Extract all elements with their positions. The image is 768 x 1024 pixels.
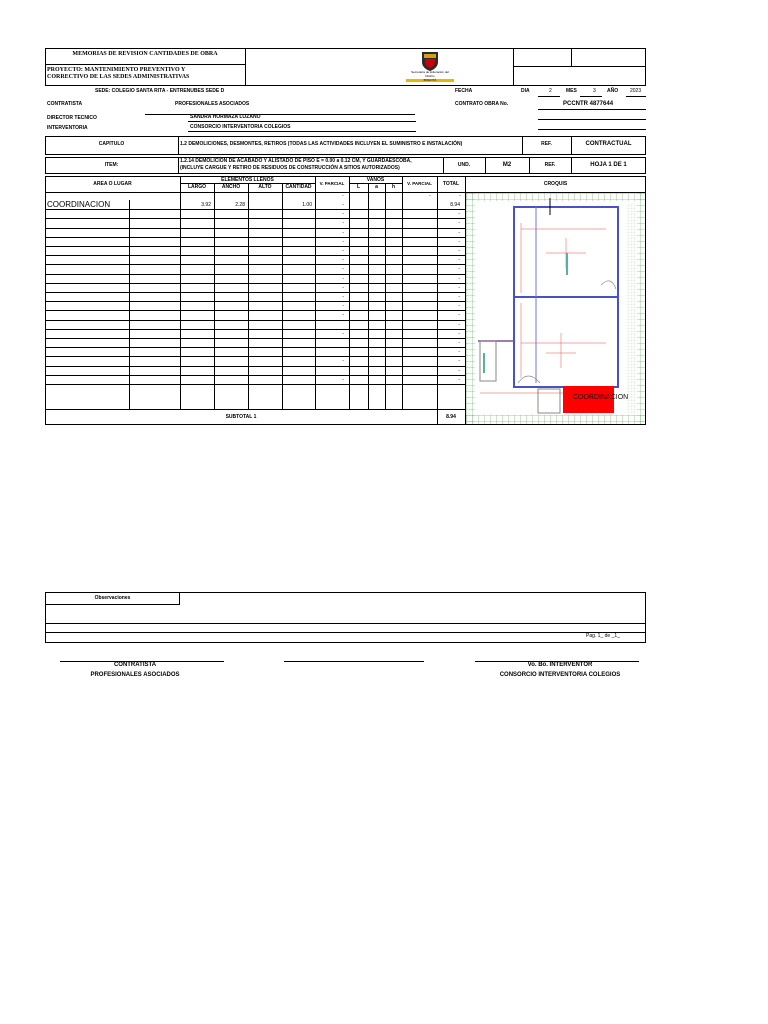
cell-area: COORDINACION — [47, 200, 111, 209]
divider — [245, 48, 246, 86]
logo-text-1: Secretaría de Educación del — [411, 70, 449, 74]
table-row — [45, 310, 465, 311]
interventoria-value: CONSORCIO INTERVENTORIA COLEGIOS — [190, 124, 291, 130]
cell-vp: - — [342, 284, 344, 291]
table-row — [45, 384, 465, 385]
contract-underline — [538, 109, 646, 110]
cell-vp: - — [342, 238, 344, 245]
table-row — [45, 320, 465, 321]
col-alto: ALTO — [258, 184, 272, 190]
contratista-label: CONTRATISTA — [47, 101, 83, 107]
director-underline — [145, 114, 415, 115]
cell-vp: - — [342, 211, 344, 218]
cell-vp: - — [342, 358, 344, 365]
date-underline — [580, 96, 602, 97]
divider — [571, 48, 572, 66]
cell-cantidad: 1.00 — [302, 202, 312, 208]
right-underline — [538, 119, 646, 120]
item-line-2: (INCLUYE CARGUE Y RETIRO DE RESIDUOS DE CONSTRUCCIÓN A SITIOS AUTORIZADOS) — [180, 165, 400, 171]
table-row — [45, 255, 465, 256]
table-row — [45, 338, 465, 339]
observaciones-label: Observaciones — [94, 595, 131, 601]
director-value: SANDRA HORMAZA LOZANO — [190, 114, 261, 120]
table-row — [45, 274, 465, 275]
cell-total: - — [458, 349, 460, 356]
cell-vp: - — [342, 202, 344, 208]
cell-ancho: 2.28 — [235, 202, 245, 208]
col-croquis: CROQUIS — [543, 181, 568, 187]
interventoria-label: INTERVENTORIA — [47, 125, 88, 131]
divider — [129, 200, 130, 409]
item-ref-label: REF. — [544, 162, 556, 168]
divider — [513, 66, 646, 67]
logo-text-3: BOGOTÁ — [406, 79, 454, 82]
cell-total: - — [458, 294, 460, 300]
cell-vp: - — [342, 312, 344, 319]
date-underline — [538, 96, 560, 97]
subtotal-value: 8.94 — [446, 414, 456, 420]
table-row — [45, 246, 465, 247]
table-row — [45, 237, 465, 238]
logo-text-2: Distrito — [425, 74, 435, 78]
table-row — [45, 366, 465, 367]
cell-total: - — [458, 257, 460, 264]
table-row — [45, 228, 465, 229]
croquis-drawing — [466, 193, 645, 424]
cell-vp: - — [342, 303, 344, 310]
interventoria-underline — [188, 131, 416, 132]
und-label: UND. — [457, 162, 471, 168]
cell-total: - — [458, 275, 460, 282]
cell-vp: - — [342, 330, 344, 337]
cell-total: - — [458, 321, 460, 328]
table-row — [45, 375, 465, 376]
col-largo: LARGO — [187, 184, 207, 190]
cell-vp: - — [342, 275, 344, 282]
cell-total: - — [458, 266, 460, 273]
table-row — [45, 329, 465, 330]
col-cantidad: CANTIDAD — [285, 184, 312, 190]
item-label: ITEM: — [104, 162, 119, 168]
signature-right-name: CONSORCIO INTERVENTORIA COLEGIOS — [499, 672, 621, 678]
dia-label: DIA — [521, 88, 530, 94]
cell-total: 8.94 — [450, 202, 460, 208]
col-l: L — [356, 184, 361, 190]
col-area: AREA O LUGAR — [93, 181, 132, 187]
col-elementos: ELEMENTOS LLENOS — [221, 177, 274, 183]
und-value: M2 — [502, 162, 512, 168]
cell-vp: - — [342, 229, 344, 236]
top-row-dash: - — [429, 193, 431, 199]
col-h: h — [391, 184, 396, 190]
table-row — [45, 209, 465, 210]
capitulo-label: CAPITULO — [98, 141, 125, 147]
divider — [178, 157, 179, 174]
cell-vp: - — [342, 266, 344, 273]
cell-total: - — [458, 367, 460, 374]
divider — [45, 409, 465, 410]
capitulo-value: 1.2 DEMOLICIONES, DESMONTES, RETIROS (TODAS LAS ACTIVIDADES INCLUYEN EL SUMINISTRO E INSTALACIÓN) — [180, 141, 463, 147]
top-row-dash: - — [459, 193, 461, 199]
col-ancho: ANCHO — [221, 184, 241, 190]
cell-total: - — [458, 248, 460, 254]
cell-total: - — [458, 220, 460, 227]
cell-vp: - — [342, 248, 344, 254]
cell-vp: - — [342, 376, 344, 383]
cell-total: - — [458, 238, 460, 245]
cell-total: - — [458, 303, 460, 310]
table-row — [45, 356, 465, 357]
cell-largo: 3.92 — [201, 202, 211, 208]
capitulo-ref-value: CONTRACTUAL — [585, 141, 632, 147]
dia-value: 2 — [549, 88, 552, 94]
signature-left-name: PROFESIONALES ASOCIADOS — [90, 672, 180, 678]
signature-right-role: Vo. Bo. INTERVENTOR — [527, 662, 593, 668]
capitulo-ref-label: REF. — [541, 141, 552, 147]
mes-label: MES — [566, 88, 577, 94]
hoja-value: HOJA 1 DE 1 — [590, 162, 627, 168]
divider — [45, 632, 646, 633]
sede-label: SEDE: COLEGIO SANTA RITA - ENTRENUBES SEDE D — [95, 88, 225, 94]
cell-total: - — [458, 211, 460, 218]
cell-vp: - — [342, 294, 344, 300]
document-title: MEMORIAS DE REVISION CANTIDADES DE OBRA — [72, 51, 218, 57]
contrato-value: PCCNTR 4877644 — [563, 101, 614, 107]
divider — [513, 48, 514, 86]
cell-total: - — [458, 358, 460, 365]
signature-line — [284, 661, 424, 662]
col-a: a — [375, 184, 378, 190]
cell-total: - — [458, 312, 460, 319]
cell-vp: - — [342, 220, 344, 227]
table-row — [45, 292, 465, 293]
cell-total: - — [458, 284, 460, 291]
fecha-label: FECHA — [455, 88, 473, 94]
bogota-logo — [400, 50, 460, 84]
cell-total: - — [458, 229, 460, 236]
project-line-1: PROYECTO: MANTENIMIENTO PREVENTIVO Y — [47, 67, 186, 73]
table-row — [45, 218, 465, 219]
table-row — [45, 283, 465, 284]
divider — [45, 64, 245, 65]
col-total: TOTAL — [442, 181, 460, 187]
table-row — [45, 264, 465, 265]
project-line-2: CORRECTIVO DE LAS SEDES ADMINISTRATIVAS — [47, 74, 190, 80]
cell-total: - — [458, 376, 460, 383]
col-v-parcial-2: V. PARCIAL — [407, 181, 432, 186]
right-underline — [538, 129, 646, 130]
director-underline — [188, 121, 416, 122]
item-line-1: 1.2.14 DEMOLICIÓN DE ACABADO Y ALISTADO DE PISO E = 0.00 a 0.12 CM, Y GUARDAESCOBA, — [180, 158, 412, 164]
subtotal-label: SUBTOTAL 1 — [225, 414, 257, 420]
cell-total: - — [458, 340, 460, 346]
divider — [45, 623, 646, 624]
contratista-value: PROFESIONALES ASOCIADOS — [175, 101, 250, 107]
director-label: DIRECTOR TECNICO — [47, 115, 97, 121]
table-row — [45, 301, 465, 302]
signature-left-role: CONTRATISTA — [113, 662, 157, 668]
contrato-label: CONTRATO OBRA No. — [455, 101, 509, 107]
date-underline — [626, 96, 646, 97]
divider — [178, 136, 179, 155]
cell-vp: - — [342, 257, 344, 264]
croquis-room-label: COORDINACION — [573, 394, 629, 401]
cell-total: - — [458, 330, 460, 337]
page-number: Pag. 1_ de _1_ — [586, 633, 620, 639]
col-vanos: VANOS — [366, 177, 385, 183]
mes-value: 3 — [593, 88, 596, 94]
top-row-dash: - — [342, 193, 344, 199]
anio-label: AÑO — [607, 88, 619, 94]
table-row — [45, 347, 465, 348]
col-v-parcial: V. PARCIAL — [319, 181, 345, 186]
anio-value: 2023 — [630, 88, 642, 94]
